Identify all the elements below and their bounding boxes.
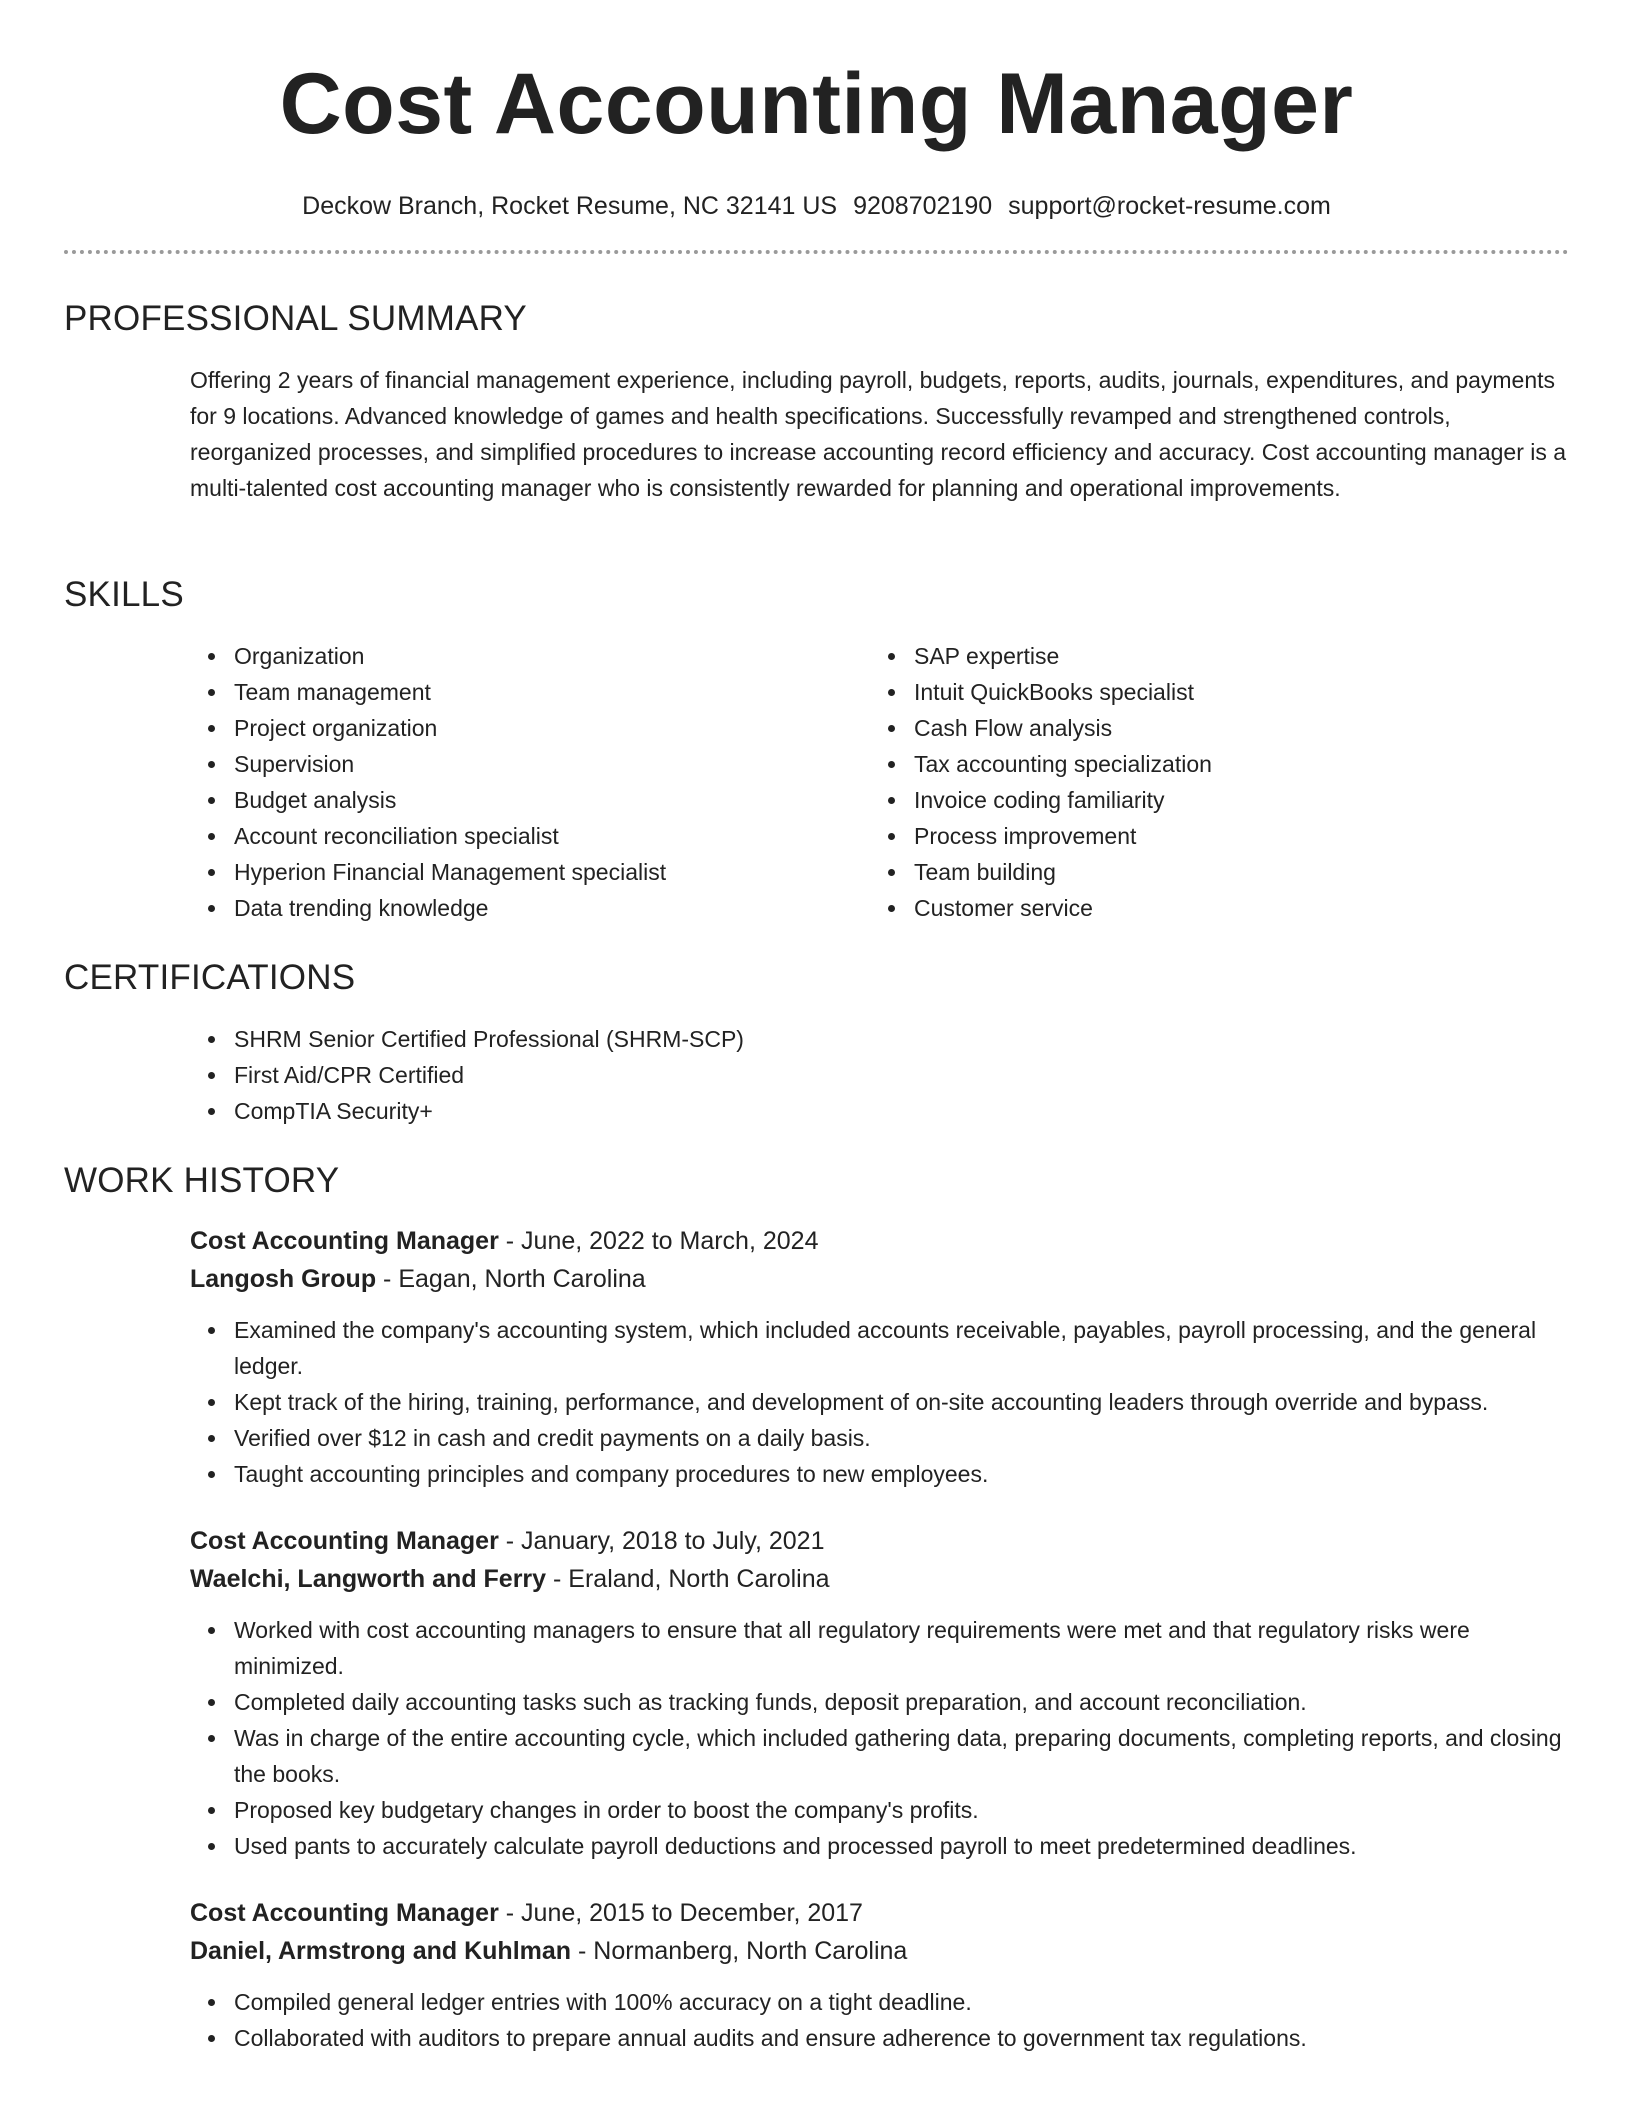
phone: 9208702190 bbox=[853, 192, 993, 220]
skills-heading: SKILLS bbox=[64, 575, 184, 614]
job-company: Langosh Group bbox=[190, 1265, 377, 1293]
skill-item: Organization bbox=[190, 638, 870, 674]
job-location: - Eagan, North Carolina bbox=[376, 1265, 646, 1293]
skill-item: SAP expertise bbox=[870, 638, 1550, 674]
job-dates: - January, 2018 to July, 2021 bbox=[498, 1527, 825, 1555]
skill-item: Team management bbox=[190, 674, 870, 710]
certifications-heading: CERTIFICATIONS bbox=[64, 958, 356, 997]
contact-line bbox=[64, 191, 1569, 221]
resume-header bbox=[64, 0, 1569, 254]
job-company-line bbox=[190, 1260, 1569, 1298]
skills-list-right bbox=[870, 638, 1550, 926]
job-title-line bbox=[190, 1894, 1569, 1932]
resume-page bbox=[64, 0, 1569, 2112]
certification-item: First Aid/CPR Certified bbox=[190, 1057, 1569, 1093]
job-role: Cost Accounting Manager bbox=[190, 1527, 499, 1555]
job-dates: - June, 2022 to March, 2024 bbox=[498, 1227, 819, 1255]
job-bullets bbox=[190, 1612, 1569, 1864]
candidate-name: Cost Accounting Manager bbox=[279, 56, 1354, 152]
job-bullet: Examined the company's accounting system, which included accounts receivable, payables, payroll processing, and the general ledger. bbox=[190, 1312, 1569, 1384]
skill-item: Cash Flow analysis bbox=[870, 710, 1550, 746]
skill-item: Hyperion Financial Management specialist bbox=[190, 854, 870, 890]
certification-item: CompTIA Security+ bbox=[190, 1093, 1569, 1129]
job-entry bbox=[190, 1522, 1569, 1864]
job-location: - Normanberg, North Carolina bbox=[571, 1937, 908, 1965]
skill-item: Data trending knowledge bbox=[190, 890, 870, 926]
skill-item: Customer service bbox=[870, 890, 1550, 926]
job-entry bbox=[190, 1894, 1569, 2056]
job-bullet: Compiled general ledger entries with 100% accuracy on a tight deadline. bbox=[190, 1984, 1569, 2020]
skill-item: Project organization bbox=[190, 710, 870, 746]
work-history-heading: WORK HISTORY bbox=[64, 1161, 340, 1200]
job-company: Waelchi, Langworth and Ferry bbox=[190, 1565, 547, 1593]
skill-item: Process improvement bbox=[870, 818, 1550, 854]
job-company: Daniel, Armstrong and Kuhlman bbox=[190, 1937, 572, 1965]
certifications-section bbox=[64, 957, 1569, 1129]
job-bullet: Verified over $12 in cash and credit payments on a daily basis. bbox=[190, 1420, 1569, 1456]
skill-item: Intuit QuickBooks specialist bbox=[870, 674, 1550, 710]
skill-item: Budget analysis bbox=[190, 782, 870, 818]
job-role: Cost Accounting Manager bbox=[190, 1899, 499, 1927]
skill-item: Supervision bbox=[190, 746, 870, 782]
certifications-list bbox=[190, 1021, 1569, 1129]
job-bullets bbox=[190, 1984, 1569, 2056]
job-entry bbox=[190, 1222, 1569, 1492]
skills-columns bbox=[190, 638, 1569, 926]
job-company-line bbox=[190, 1560, 1569, 1598]
address: Deckow Branch, Rocket Resume, NC 32141 US bbox=[302, 192, 838, 220]
job-title-line bbox=[190, 1222, 1569, 1260]
skill-item: Tax accounting specialization bbox=[870, 746, 1550, 782]
job-bullet: Worked with cost accounting managers to ensure that all regulatory requirements were met and that regulatory risks were minimized. bbox=[190, 1612, 1569, 1684]
job-role: Cost Accounting Manager bbox=[190, 1227, 499, 1255]
summary-section bbox=[64, 298, 1569, 506]
skill-item: Account reconciliation specialist bbox=[190, 818, 870, 854]
job-bullet: Used pants to accurately calculate payroll deductions and processed payroll to meet predetermined deadlines. bbox=[190, 1828, 1569, 1864]
header-divider bbox=[64, 250, 1569, 254]
skill-item: Invoice coding familiarity bbox=[870, 782, 1550, 818]
job-bullets bbox=[190, 1312, 1569, 1492]
skills-list-left bbox=[190, 638, 870, 926]
job-company-line bbox=[190, 1932, 1569, 1970]
job-bullet: Collaborated with auditors to prepare annual audits and ensure adherence to government tax regulations. bbox=[190, 2020, 1569, 2056]
job-bullet: Completed daily accounting tasks such as tracking funds, deposit preparation, and account reconciliation. bbox=[190, 1684, 1569, 1720]
job-bullet: Was in charge of the entire accounting cycle, which included gathering data, preparing documents, completing reports, and closing the books. bbox=[190, 1720, 1569, 1792]
work-history-section bbox=[64, 1160, 1569, 2056]
skills-section bbox=[64, 574, 1569, 926]
summary-heading: PROFESSIONAL SUMMARY bbox=[64, 299, 527, 338]
email: support@rocket-resume.com bbox=[1008, 192, 1331, 220]
job-bullet: Kept track of the hiring, training, performance, and development of on-site accounting leaders through override and bypass. bbox=[190, 1384, 1569, 1420]
job-bullet: Proposed key budgetary changes in order to boost the company's profits. bbox=[190, 1792, 1569, 1828]
job-bullet: Taught accounting principles and company procedures to new employees. bbox=[190, 1456, 1569, 1492]
summary-text: Offering 2 years of financial management experience, including payroll, budgets, reports, audits, journals, expenditures, and payments for 9 locations. Advanced knowledge of games and health specifications. Successfully revamped and strengthened controls, reorganized processes, and simplified procedures to increase accounting record efficiency and accuracy. Cost accounting manager is a multi-talented cost accounting manager who is consistently rewarded for planning and operational improvements. bbox=[190, 367, 1567, 501]
skill-item: Team building bbox=[870, 854, 1550, 890]
certification-item: SHRM Senior Certified Professional (SHRM-SCP) bbox=[190, 1021, 1569, 1057]
job-location: - Eraland, North Carolina bbox=[546, 1565, 830, 1593]
job-dates: - June, 2015 to December, 2017 bbox=[498, 1899, 863, 1927]
job-title-line bbox=[190, 1522, 1569, 1560]
